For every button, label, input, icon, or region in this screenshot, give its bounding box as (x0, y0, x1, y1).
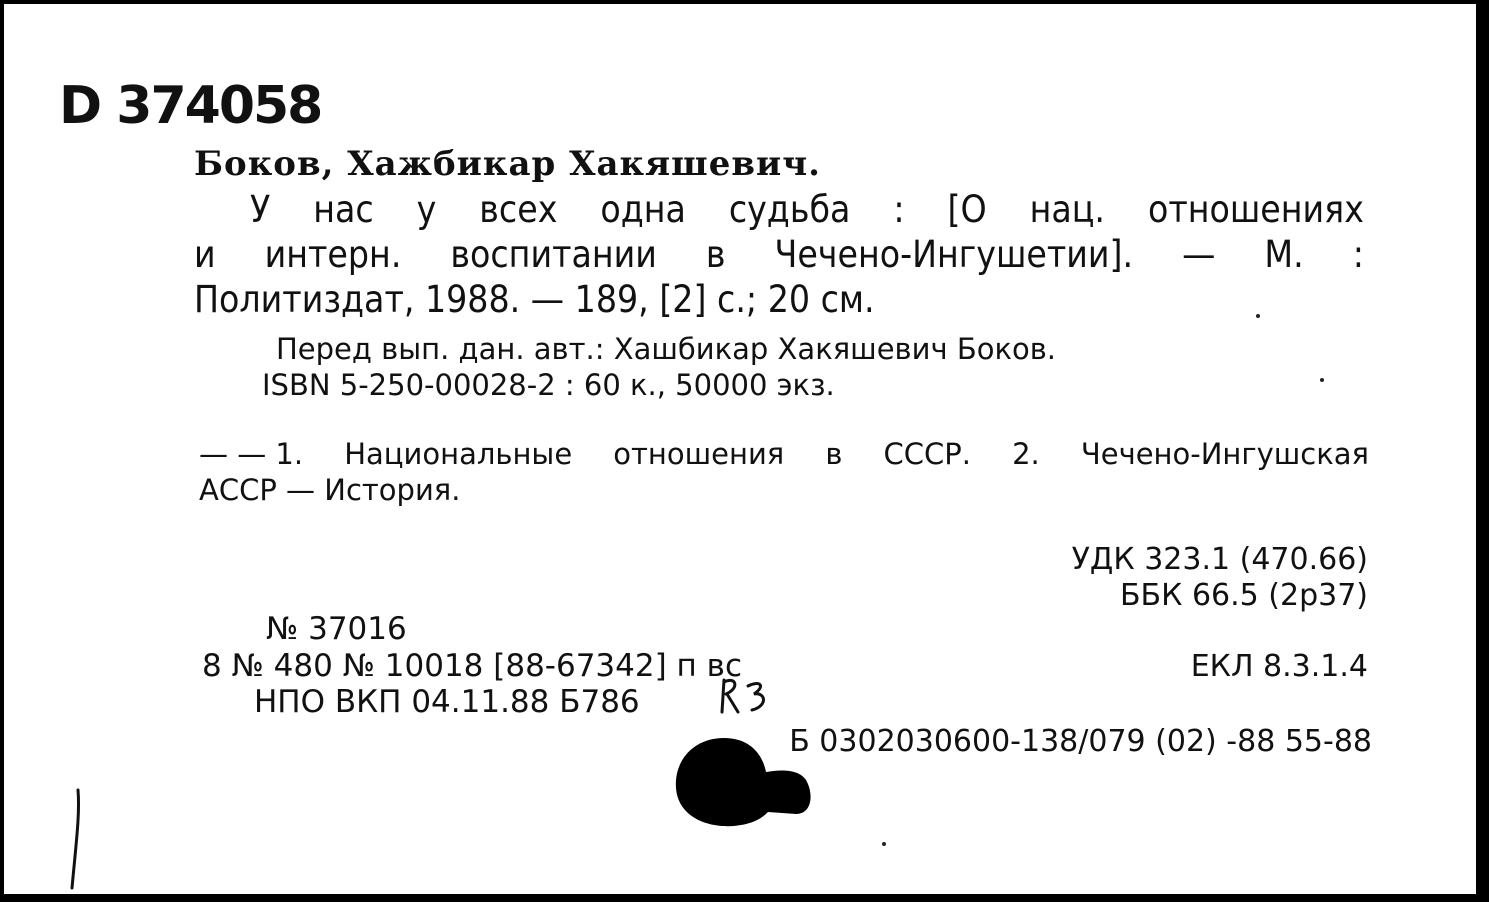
catalog-card (4, 4, 1476, 894)
subject-line (199, 472, 1369, 508)
title-word: интерн. (264, 233, 402, 276)
title-word: у (416, 188, 437, 231)
shelf-mark: D 374058 (59, 76, 322, 136)
subject-word: СССР. (883, 437, 971, 471)
speck (1256, 314, 1260, 318)
title-word: одна (600, 188, 686, 231)
subject-word: отношения (613, 437, 785, 471)
udk-code: УДК 323.1 (470.66) (1071, 542, 1368, 577)
subject-word: — — 1. (199, 437, 304, 471)
title-word: [О (947, 188, 987, 231)
speck (882, 842, 886, 846)
title-word: нас (313, 188, 374, 231)
b-code: Б 0302030600-138/079 (02) -88 55-88 (789, 724, 1372, 759)
handwritten-mark-icon (714, 672, 784, 722)
title-word: и (194, 233, 216, 276)
title-word: всех (479, 188, 558, 231)
title-word: судьба (728, 188, 851, 231)
title-word: воспитании (450, 233, 657, 276)
pencil-mark-icon (64, 784, 94, 894)
imprint-text: Политиздат, 1988. — 189, [2] с.; 20 см. (194, 278, 875, 321)
print-line: 8 № 480 № 10018 [88-67342] п вс (202, 648, 742, 684)
title-line (194, 187, 1364, 232)
speck (1320, 378, 1324, 382)
npo-line: НПО ВКП 04.11.88 Б786 (254, 684, 640, 720)
title-word: : (893, 188, 905, 231)
subject-headings (199, 436, 1369, 508)
isbn-line: ISBN 5-250-00028-2 : 60 к., 50000 экз. (262, 368, 835, 402)
ekl-code: ЕКЛ 8.3.1.4 (1190, 649, 1368, 684)
title-description (194, 187, 1364, 322)
title-word: Чечено-Ингушетии]. (774, 233, 1134, 276)
title-word: : (1352, 233, 1364, 276)
title-word: — (1182, 233, 1216, 276)
subject-word: Чечено-Ингушская (1080, 437, 1369, 471)
subject-word: в (825, 437, 843, 471)
subject-word: 2. (1012, 437, 1040, 471)
title-word: нац. (1029, 188, 1106, 231)
subject-word: Национальные (344, 437, 573, 471)
author-heading: Боков, Хажбикар Хакяшевич. (194, 144, 821, 184)
title-word: М. (1264, 233, 1304, 276)
subject-word: АССР — История. (199, 473, 461, 507)
imprint-line (194, 277, 1364, 322)
bbk-code: ББК 66.5 (2р37) (1119, 578, 1368, 613)
subject-line (199, 436, 1369, 472)
order-number: № 37016 (266, 611, 407, 647)
author-note: Перед вып. дан. авт.: Хашбикар Хакяшевич Боков. (276, 332, 1057, 366)
title-line (194, 232, 1364, 277)
title-word: отношениях (1147, 188, 1364, 231)
title-word: в (705, 233, 726, 276)
title-word: У (250, 188, 271, 231)
ink-blot-icon (666, 732, 816, 832)
